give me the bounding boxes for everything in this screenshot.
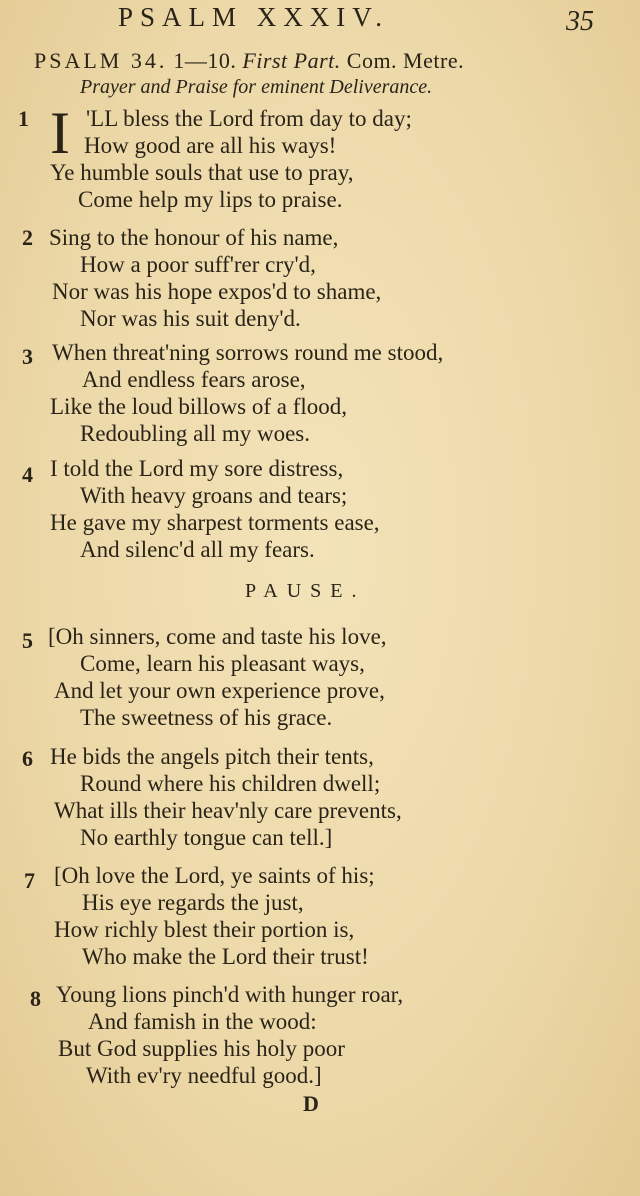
verse-line: How richly blest their portion is, <box>54 917 355 942</box>
pause-heading: PAUSE. <box>245 580 366 602</box>
page-number: 35 <box>566 6 594 37</box>
verse-line: His eye regards the just, <box>82 890 304 915</box>
verse-line: Ye humble souls that use to pray, <box>50 160 354 185</box>
verse-line: I told the Lord my sore distress, <box>50 456 344 481</box>
psalm-heading <box>34 48 464 74</box>
verse-number: 4 <box>22 462 33 487</box>
verse-line: How a poor suff'rer cry'd, <box>80 252 316 277</box>
verse-line: 'LL bless the Lord from day to day; <box>86 106 412 131</box>
verse-range: 1—10. <box>173 48 237 73</box>
signature-mark: D <box>303 1091 319 1116</box>
verse-number: 3 <box>22 344 33 369</box>
verse-line: When threat'ning sorrows round me stood, <box>52 340 444 365</box>
psalm-subtitle: Prayer and Praise for eminent Deliverance. <box>80 76 433 98</box>
verse-line: What ills their heav'nly care prevents, <box>54 798 402 823</box>
verse-line: Who make the Lord their trust! <box>82 944 369 969</box>
verse-line: No earthly tongue can tell.] <box>80 825 333 850</box>
verse-line: With heavy groans and tears; <box>80 483 348 508</box>
verse-number: 7 <box>24 868 35 893</box>
verse-number: 1 <box>18 106 29 131</box>
verse-line: With ev'ry needful good.] <box>86 1063 322 1088</box>
verse-line: He gave my sharpest torments ease, <box>50 510 380 535</box>
verse-number: 2 <box>22 225 33 250</box>
verse-line: Young lions pinch'd with hunger roar, <box>56 982 404 1007</box>
metre-label: Com. Metre. <box>346 48 465 73</box>
verse-line: [Oh sinners, come and taste his love, <box>48 624 387 649</box>
verse-line: [Oh love the Lord, ye saints of his; <box>54 863 375 888</box>
psalm-label: PSALM 34. <box>34 48 168 73</box>
verse-line: Come help my lips to praise. <box>78 187 343 212</box>
verse-line: And famish in the wood: <box>88 1009 317 1034</box>
verse-line: And endless fears arose, <box>82 367 306 392</box>
verse-line: But God supplies his holy poor <box>58 1036 345 1061</box>
verse-line: Nor was his hope expos'd to shame, <box>52 279 382 304</box>
verse-line: Like the loud billows of a flood, <box>50 394 348 419</box>
verse-line: The sweetness of his grace. <box>80 705 333 730</box>
verse-line: And silenc'd all my fears. <box>80 537 315 562</box>
verse-number: 8 <box>30 986 41 1011</box>
verse-line: How good are all his ways! <box>84 133 337 158</box>
verse-number: 5 <box>22 628 33 653</box>
verse-line: Nor was his suit deny'd. <box>80 306 301 331</box>
verse-line: Sing to the honour of his name, <box>49 225 339 250</box>
verse-number: 6 <box>22 746 33 771</box>
running-head: PSALM XXXIV. <box>118 2 390 32</box>
verse-line: And let your own experience prove, <box>54 678 385 703</box>
part-label: First Part. <box>242 48 341 73</box>
verse-line: Round where his children dwell; <box>80 771 381 796</box>
verse-line: He bids the angels pitch their tents, <box>50 744 374 769</box>
verse-line: Come, learn his pleasant ways, <box>80 651 365 676</box>
verse-line: Redoubling all my woes. <box>80 421 310 446</box>
drop-cap: I <box>50 100 70 166</box>
